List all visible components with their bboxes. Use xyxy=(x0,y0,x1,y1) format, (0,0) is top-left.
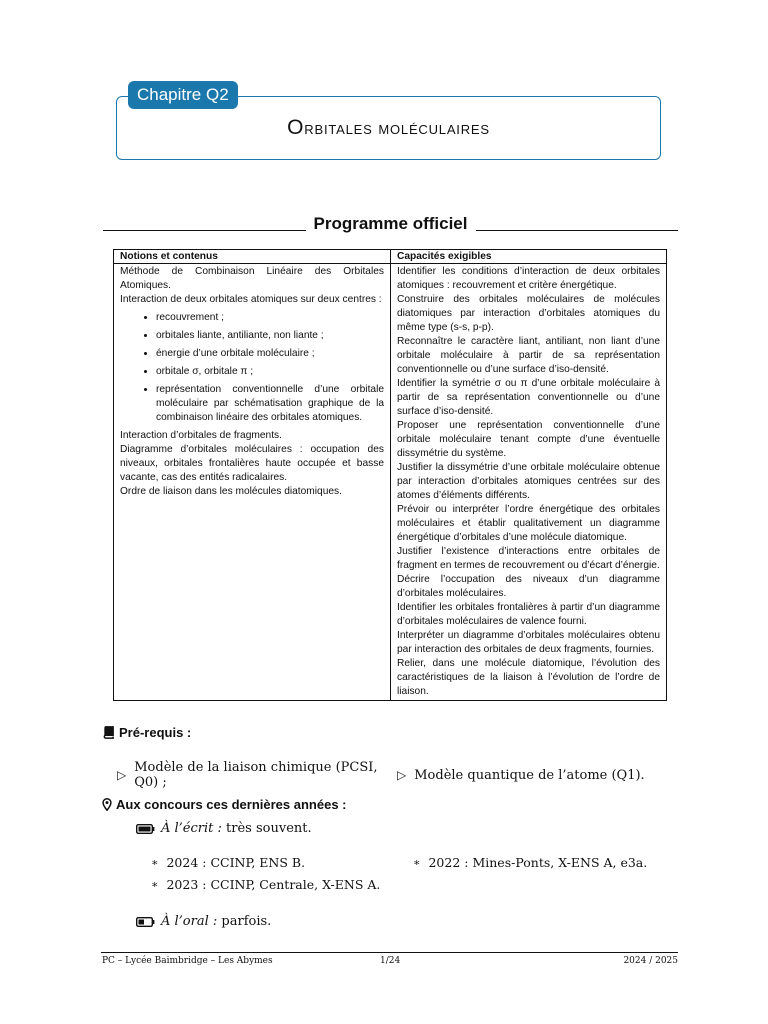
list-item: • énergie d’une orbitale moléculaire ; xyxy=(156,347,384,361)
notion-text: Interaction de deux orbitales atomiques sur deux centres : xyxy=(120,294,382,305)
prerequis-item: Modèle de la liaison chimique (PCSI, Q0) ; xyxy=(134,760,378,790)
footer-right: 2024 / 2025 xyxy=(623,956,678,966)
prerequis-list xyxy=(117,760,645,790)
list-item xyxy=(151,855,305,870)
notion-text: Ordre de liaison dans les molécules diatomiques. xyxy=(120,486,342,497)
list-item: • représentation conventionnelle d’une orbitale moléculaire par schématisation graphique de la combinaison linéaire des orbitales atomiques. xyxy=(156,383,384,425)
heading-rule-left xyxy=(103,230,306,231)
triangle-bullet-icon: ▷ xyxy=(397,768,407,782)
notions-cell xyxy=(114,264,391,701)
list-item xyxy=(413,855,647,870)
capacite-text: Interpréter un diagramme d’orbitales moléculaires obtenu par interaction des orbitales de deux fragments, fournies. xyxy=(397,630,660,655)
list-item xyxy=(117,760,397,790)
capacite-text: Identifier les conditions d’interaction de deux orbitales atomiques : recouvrement et critère énergétique. xyxy=(397,266,660,291)
capacite-text: Relier, dans une molécule diatomique, l’évolution des caractéristiques de la liaison à l’évolution de l’ordre de liaison. xyxy=(397,658,660,697)
capacites-cell xyxy=(391,264,667,701)
footer-left: PC – Lycée Baimbridge – Les Abymes xyxy=(102,956,273,966)
list-item xyxy=(151,877,380,892)
book-icon xyxy=(102,726,115,739)
table-header-row xyxy=(114,250,667,264)
ecrit-year-item: 2024 : CCINP, ENS B. xyxy=(166,855,306,870)
prerequis-heading-label: Pré-requis : xyxy=(119,725,192,740)
concours-heading-label: Aux concours ces dernières années : xyxy=(116,797,347,812)
chapter-title-rest: rbitales moléculaires xyxy=(304,118,490,138)
star-bullet-icon: ∗ xyxy=(151,878,159,891)
programme-heading xyxy=(103,214,678,234)
page-number: 1/24 xyxy=(380,956,401,966)
prerequis-item: Modèle quantique de l’atome (Q1). xyxy=(414,767,645,783)
table-row xyxy=(114,264,667,701)
col-header-capacites: Capacités exigibles xyxy=(391,250,667,264)
capacite-text: Décrire l’occupation des niveaux d’un diagramme d’orbitales moléculaires. xyxy=(397,574,660,599)
notion-text: Méthode de Combinaison Linéaire des Orbitales Atomiques. xyxy=(120,266,384,291)
oral-line xyxy=(136,914,271,929)
programme-heading-label: Programme officiel xyxy=(313,214,468,233)
ecrit-value: très souvent. xyxy=(226,821,312,836)
capacite-text: Identifier la symétrie σ ou π d’une orbitale moléculaire à partir de sa représentation conventionnelle ou d’une surface d’iso-densité. xyxy=(397,378,660,417)
footer-rule xyxy=(101,952,678,953)
oral-value: parfois. xyxy=(221,914,272,929)
col-header-notions: Notions et contenus xyxy=(114,250,391,264)
heading-rule-right xyxy=(476,230,679,231)
star-bullet-icon: ∗ xyxy=(151,856,159,869)
ecrit-year-item: 2022 : Mines-Ponts, X-ENS A, e3a. xyxy=(428,855,648,870)
battery-half-icon xyxy=(136,917,155,927)
chapter-title-initial: O xyxy=(287,116,305,139)
battery-full-icon xyxy=(136,824,155,834)
ecrit-label: À l’écrit : xyxy=(161,821,222,836)
ecrit-line xyxy=(136,821,312,836)
capacite-text: Identifier les orbitales frontalières à partir d’un diagramme d’orbitales moléculaires de valence fourni. xyxy=(397,602,660,627)
list-item xyxy=(397,760,645,790)
triangle-bullet-icon: ▷ xyxy=(117,768,127,782)
list-item: • orbitale σ, orbitale π ; xyxy=(156,365,384,379)
oral-label: À l’oral : xyxy=(161,914,218,929)
programme-table xyxy=(113,249,667,701)
chapter-tab: Chapitre Q2 xyxy=(128,81,238,109)
capacite-text: Justifier la dissymétrie d’une orbitale moléculaire obtenue par interaction d’orbitales atomiques centrées sur des atomes d’éléments différents. xyxy=(397,462,660,501)
notion-text: Interaction d’orbitales de fragments. xyxy=(120,430,282,441)
list-item: • orbitales liante, antiliante, non liante ; xyxy=(156,329,384,343)
capacite-text: Justifier l’existence d’interactions entre orbitales de fragment en termes de recouvrement ou d’écart d’énergie. xyxy=(397,546,660,571)
prerequis-heading xyxy=(102,725,191,740)
chapter-title xyxy=(116,116,661,140)
star-bullet-icon: ∗ xyxy=(413,856,421,869)
capacite-text: Proposer une représentation conventionnelle d’une orbitale moléculaire tenant compte d’une éventuelle dissymétrie du système. xyxy=(397,420,660,459)
concours-heading xyxy=(102,797,346,812)
capacite-text: Construire des orbitales moléculaires de molécules diatomiques par interaction d’orbitales atomiques du même type (s-s, p-p). xyxy=(397,294,660,333)
capacite-text: Prévoir ou interpréter l’ordre énergétique des orbitales moléculaires et établir qualitativement un diagramme énergétique d’orbitales d’une molécule diatomique. xyxy=(397,504,660,543)
list-item: • recouvrement ; xyxy=(156,311,384,325)
notion-bullet-list xyxy=(120,311,384,425)
notion-text: Diagramme d’orbitales moléculaires : occupation des niveaux, orbitales frontalières haute occupée et basse vacante, cas des entités radicalaires. xyxy=(120,444,384,483)
ecrit-year-item: 2023 : CCINP, Centrale, X-ENS A. xyxy=(166,877,381,892)
capacite-text: Reconnaître le caractère liant, antiliant, non liant d’une orbitale moléculaire à partir de sa représentation conventionnelle ou d’une surface d’iso-densité. xyxy=(397,336,660,375)
map-marker-icon xyxy=(102,798,112,811)
